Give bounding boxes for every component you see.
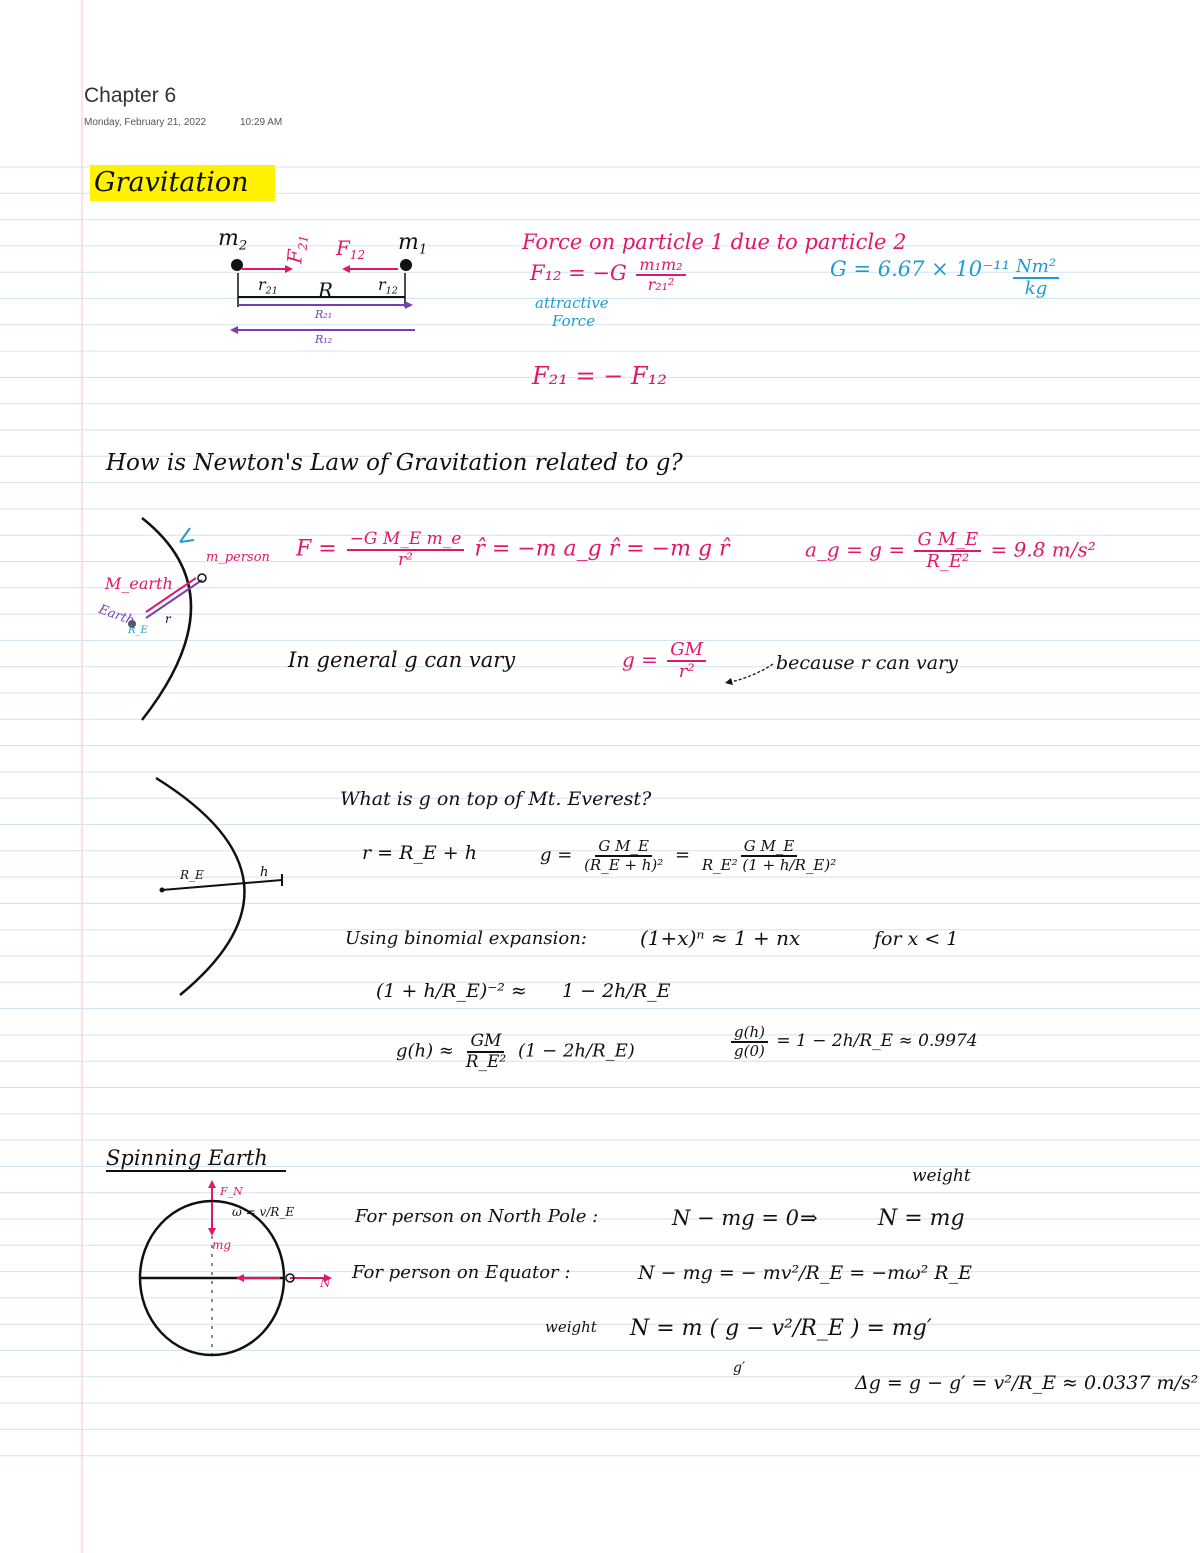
r-equation: r = R_E + h: [362, 842, 477, 864]
equator-label: For person on Equator :: [352, 1262, 571, 1283]
weight2-label: weight: [545, 1318, 597, 1336]
g-definition-equation: a_g = g = $\frac{\text{G M\_E}}{\text{R\_E²}}$ = 9.8 m/s²: [805, 529, 1096, 572]
north-pole-label: For person on North Pole :: [355, 1206, 599, 1227]
label-R: R: [318, 278, 334, 302]
label-F21: $F_{21}$: [282, 234, 311, 265]
gravitational-constant: G = 6.67 × 10⁻¹¹: [830, 257, 1011, 281]
gh-equation: g(h) ≈ $\frac{GM}{\text{R\_E²}}$ (1 − 2h/R_E): [396, 1031, 635, 1072]
everest-question: What is g on top of Mt. Everest?: [340, 788, 652, 810]
because-arrow: [725, 662, 775, 686]
approx-rhs: 1 − 2h/R_E: [562, 980, 671, 1002]
weight-annotation: weight: [912, 1166, 971, 1186]
third-law-equation: F₂₁ = − F₁₂: [532, 362, 667, 390]
label-F12: $F_{12}$: [336, 236, 366, 263]
force-denominator: r₂₁²: [647, 274, 675, 294]
because-statement: because r can vary: [776, 652, 958, 674]
label-RE-everest: R_E: [180, 868, 204, 882]
force-description: Force on particle 1 due to particle 2: [522, 230, 907, 254]
label-FN: F_N: [220, 1185, 243, 1198]
label-r: r: [165, 612, 171, 626]
g-ratio-equation: $\frac{g(h)}{g(0)}$ = 1 − 2h/R_E ≈ 0.9974: [728, 1024, 978, 1059]
newton-force-equation: F₁₂ = −G $\frac{\text{m₁m₂}}{\text{r₂₁²}}$: [530, 256, 689, 293]
everest-g-equation: g = $\frac{\text{G M\_E}}{\text{(R\_E + h)²}}$ = $\frac{\text{G M\_E}}{\text{R\_E² (1 + h/R\_E)²}}$: [540, 837, 837, 874]
label-r21: $r_{21}$: [258, 275, 278, 297]
force-numerator: m₁m₂: [636, 256, 685, 276]
implies-arrow: ⇒: [800, 1206, 818, 1230]
label-R21: R₂₁: [315, 308, 333, 321]
label-h: h: [260, 865, 269, 880]
g-varies-statement: In general g can vary: [288, 648, 516, 672]
label-m2: $m_2$: [218, 226, 248, 254]
G-units: $\frac{\text{Nm²}}{kg}$: [1010, 257, 1062, 299]
particle-m1: [400, 259, 412, 271]
binomial-equation: (1+x)ⁿ ≈ 1 + nx: [640, 926, 801, 950]
north-pole-equation: N − mg = 0: [672, 1206, 799, 1230]
gravitation-heading: Gravitation: [94, 167, 249, 198]
approx-lhs: (1 + h/R_E)⁻² ≈: [376, 980, 527, 1002]
attractive-label: attractive: [535, 294, 609, 312]
force-label: Force: [552, 312, 596, 330]
delta-g-equation: Δg = g − g′ = v²/R_E ≈ 0.0337 m/s²: [855, 1372, 1199, 1394]
newton-g-question: How is Newton's Law of Gravitation related to g?: [106, 450, 683, 476]
g-prime-label: g′: [733, 1360, 746, 1376]
binomial-condition: for x < 1: [874, 928, 959, 950]
label-mg: mg: [212, 1238, 232, 1252]
label-r12: $r_{12}$: [378, 275, 398, 297]
label-m1: $m_1$: [398, 230, 428, 258]
north-pole-result: N = mg: [878, 1206, 965, 1231]
normal-force-equation: N = m ( g − v²/R_E ) = mg′: [630, 1316, 932, 1341]
gravity-force-equation: F = $\frac{\text{−G M\_E m\_e}}{\text{r²}}$ r̂ = −m a_g r̂ = −m g r̂: [296, 529, 730, 570]
label-m-person: m_person: [206, 550, 270, 565]
page-date: Monday, February 21, 2022: [84, 117, 207, 128]
binomial-label: Using binomial expansion:: [345, 928, 587, 949]
equator-equation: N − mg = − mv²/R_E = −mω² R_E: [638, 1262, 972, 1284]
label-RE: R_E: [128, 625, 148, 636]
spinning-earth-heading: Spinning Earth: [106, 1146, 286, 1172]
label-omega: ω = v/R_E: [232, 1205, 295, 1219]
g-general-equation: g = $\frac{GM}{\text{r²}}$: [622, 640, 709, 682]
page-time: 10:29 AM: [240, 117, 283, 128]
label-R12: R₁₂: [315, 333, 333, 346]
label-N: N: [320, 1276, 331, 1290]
page-title: Chapter 6: [84, 84, 177, 107]
particle-m2: [231, 259, 243, 271]
label-m-earth: M_earth: [105, 574, 173, 593]
label-earth: Earth: [96, 602, 137, 629]
everest-diagram: [150, 770, 310, 1000]
